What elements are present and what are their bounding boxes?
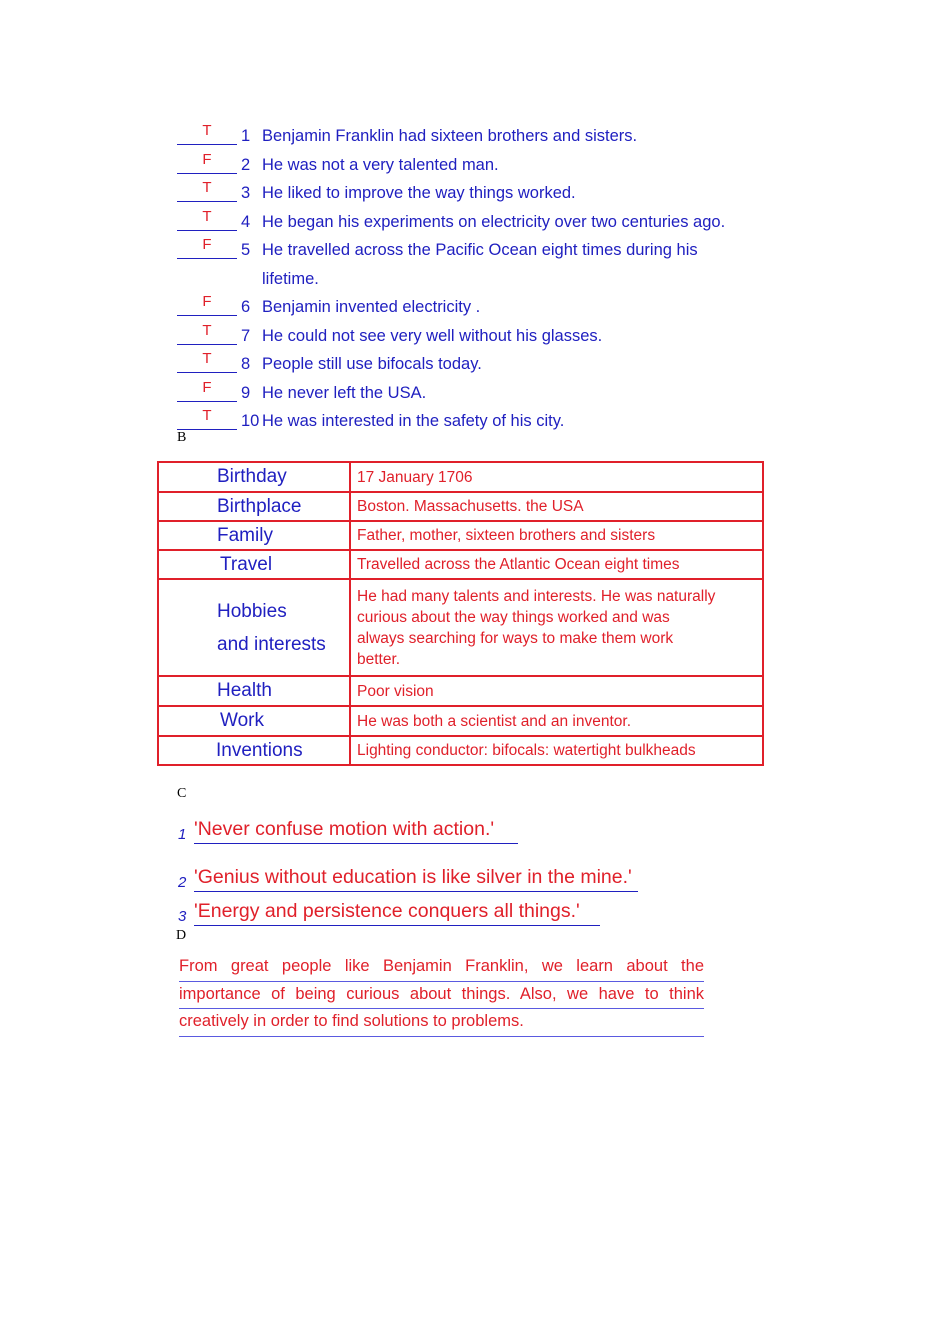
row-label: Inventions <box>158 736 350 765</box>
tf-item <box>177 322 797 351</box>
tf-item <box>177 379 797 408</box>
row-value-line: He had many talents and interests. He was naturally <box>357 587 716 605</box>
table-row <box>158 521 763 550</box>
answer-mark: F <box>202 236 212 253</box>
item-statement: Benjamin Franklin had sixteen brothers and sisters. <box>262 127 638 145</box>
answer-mark: T <box>202 321 212 339</box>
item-statement: People still use bifocals today. <box>262 355 482 373</box>
answer-mark: F <box>202 293 212 310</box>
table-row <box>158 462 763 492</box>
section-c-letter: C <box>177 786 187 801</box>
tf-item <box>177 208 797 237</box>
row-label: Family <box>158 521 350 550</box>
table-row <box>158 676 763 706</box>
item-statement: He liked to improve the way things worked. <box>262 184 576 202</box>
item-number: 3 <box>241 184 251 202</box>
item-number: 7 <box>241 326 251 345</box>
row-value <box>350 579 763 676</box>
answer-mark: T <box>202 407 212 424</box>
answer-mark: T <box>202 122 212 139</box>
row-label: Health <box>158 676 350 706</box>
item-statement: He never left the USA. <box>262 383 427 402</box>
tf-item <box>177 151 797 180</box>
quote-text: 'Never confuse motion with action.' <box>194 818 518 844</box>
item-number: 4 <box>241 212 251 231</box>
item-statement: He began his experiments on electricity over two centuries ago. <box>262 212 726 231</box>
row-label: Birthday <box>158 462 350 492</box>
row-value-line: better. <box>357 650 401 668</box>
summary-section <box>179 954 704 1037</box>
table-row <box>158 706 763 736</box>
section-b-letter: B <box>177 430 187 445</box>
row-value: Poor vision <box>350 676 763 706</box>
item-number: 1 <box>241 127 251 145</box>
tf-item <box>177 122 797 151</box>
row-label <box>158 579 350 676</box>
tf-item <box>177 236 797 265</box>
item-number: 8 <box>241 355 251 373</box>
summary-line: From great people like Benjamin Franklin, we learn about the <box>179 954 704 982</box>
quote-number: 3 <box>178 908 187 925</box>
quote-number: 2 <box>178 874 187 891</box>
answer-mark: T <box>202 207 212 225</box>
row-value: Father, mother, sixteen brothers and sisters <box>350 521 763 550</box>
tf-item <box>177 407 797 436</box>
summary-line: creatively in order to find solutions to problems. <box>179 1009 704 1037</box>
answer-mark: F <box>202 150 212 168</box>
row-label-line: Hobbies <box>217 600 287 622</box>
quote-text: 'Energy and persistence conquers all things.' <box>194 900 600 926</box>
answer-mark: T <box>202 179 212 196</box>
row-label-line: and interests <box>217 633 326 655</box>
row-value: Boston. Massachusetts. the USA <box>350 492 763 521</box>
row-value-line: always searching for ways to make them work <box>357 629 674 647</box>
answer-mark: F <box>202 378 212 396</box>
quote-text: 'Genius without education is like silver in the mine.' <box>194 866 638 892</box>
tf-item-continuation <box>177 265 797 294</box>
item-statement-continued: lifetime. <box>262 269 319 288</box>
item-number: 9 <box>241 383 251 402</box>
answer-mark: T <box>202 350 212 367</box>
item-number: 6 <box>241 298 251 316</box>
table-row <box>158 579 763 676</box>
summary-line: importance of being curious about things. Also, we have to think <box>179 982 704 1010</box>
item-statement: He was interested in the safety of his city. <box>262 412 565 430</box>
item-statement: He travelled across the Pacific Ocean eight times during his <box>262 241 698 259</box>
true-false-section <box>177 122 797 436</box>
table-row <box>158 550 763 579</box>
item-number: 2 <box>241 155 251 174</box>
section-d-letter: D <box>176 928 187 943</box>
row-label: Work <box>158 706 350 736</box>
row-value: He was both a scientist and an inventor. <box>350 706 763 736</box>
row-value: 17 January 1706 <box>350 462 763 492</box>
row-value: Lighting conductor: bifocals: watertight bulkheads <box>350 736 763 765</box>
row-value: Travelled across the Atlantic Ocean eight times <box>350 550 763 579</box>
item-statement: He was not a very talented man. <box>262 155 499 174</box>
item-number: 5 <box>241 241 251 259</box>
franklin-info-table <box>157 461 764 766</box>
tf-item <box>177 350 797 379</box>
row-value-line: curious about the way things worked and was <box>357 608 670 626</box>
row-label: Birthplace <box>158 492 350 521</box>
item-statement: Benjamin invented electricity . <box>262 298 481 316</box>
row-label: Travel <box>158 550 350 579</box>
item-statement: He could not see very well without his glasses. <box>262 326 603 345</box>
tf-item <box>177 179 797 208</box>
table-row <box>158 492 763 521</box>
item-number: 10 <box>241 412 260 430</box>
quote-number: 1 <box>178 826 187 843</box>
tf-item <box>177 293 797 322</box>
table-row <box>158 736 763 765</box>
